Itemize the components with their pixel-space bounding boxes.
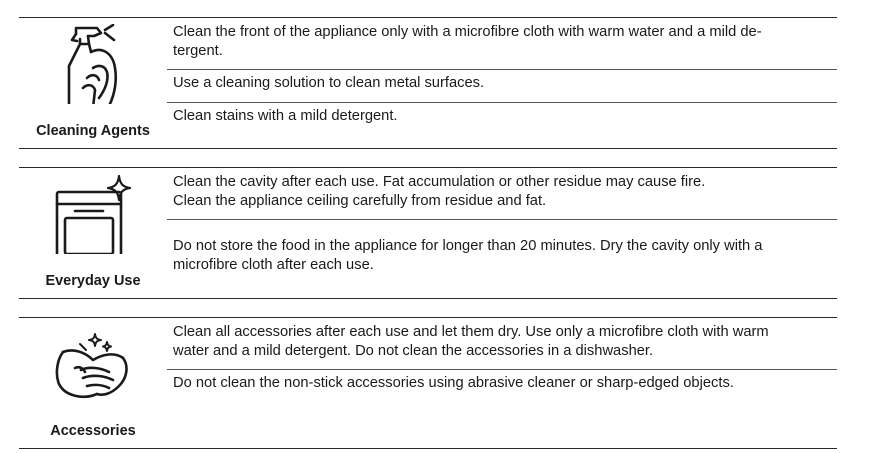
- instruction-text: Clean the cavity after each use. Fat accumulation or other residue may cause fire. Clean the appliance ceiling carefully from residue and fat.: [173, 174, 706, 209]
- section-label: Everyday Use: [45, 273, 141, 289]
- instruction-text: Do not clean the non-stick accessories using abrasive cleaner or sharp-edged objects.: [173, 375, 734, 391]
- instruction-row: [167, 102, 837, 148]
- section-accessories: [19, 317, 837, 449]
- hand-sparkle-icon: [53, 330, 133, 410]
- instruction-row: [167, 18, 837, 69]
- section-cleaning-agents: [19, 17, 837, 149]
- instruction-row: [167, 318, 837, 369]
- section-rows: [167, 168, 837, 298]
- instruction-row: [167, 168, 837, 219]
- section-icon-column: [19, 168, 167, 298]
- instruction-row: [167, 369, 837, 448]
- instruction-text: Clean stains with a mild detergent.: [173, 108, 398, 124]
- section-label: Cleaning Agents: [36, 123, 150, 139]
- section-icon-column: [19, 18, 167, 148]
- section-icon-column: [19, 318, 167, 448]
- instruction-text: Use a cleaning solution to clean metal surfaces.: [173, 75, 485, 91]
- instruction-text: Clean the front of the appliance only with a microfibre cloth with warm water and a mild de- tergent.: [173, 24, 762, 59]
- section-rows: [167, 318, 837, 448]
- instruction-text: Do not store the food in the appliance for longer than 20 minutes. Dry the cavity only with a microfibre cloth after each use.: [173, 238, 763, 273]
- instruction-row: [167, 69, 837, 102]
- section-rows: [167, 18, 837, 148]
- instruction-text: Clean all accessories after each use and let them dry. Use only a microfibre cloth with warm water and a mild detergent. Do not clean the accessories in a dishwasher.: [173, 324, 769, 359]
- section-everyday-use: [19, 167, 837, 299]
- section-label: Accessories: [50, 423, 136, 439]
- oven-sparkle-icon: [53, 174, 133, 254]
- spray-bottle-cloth-icon: [53, 24, 133, 104]
- instruction-row: [167, 219, 837, 298]
